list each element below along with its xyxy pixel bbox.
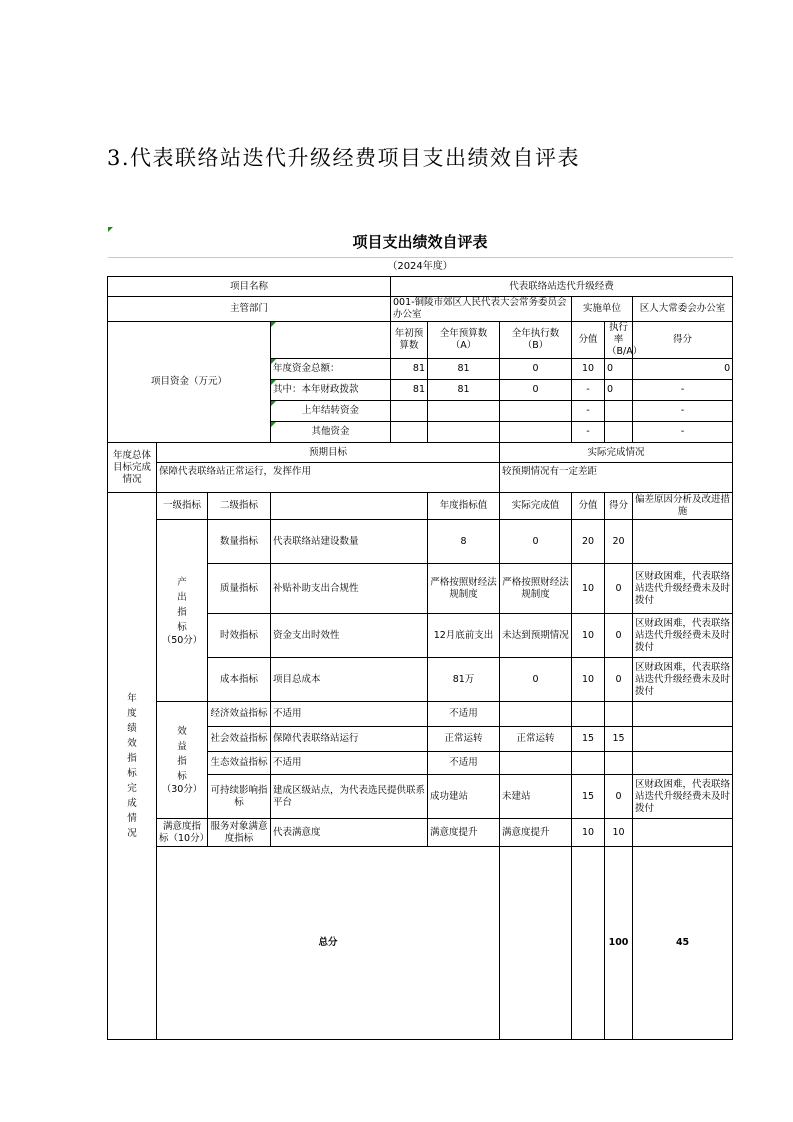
ind-name: 资金支出时效性 (271, 614, 428, 658)
ind-l2: 经济效益指标 (208, 702, 271, 727)
ind-target: 不适用 (428, 702, 500, 727)
funds-row-init (391, 422, 428, 443)
funds-row-got: - (633, 401, 733, 422)
ind-target: 满意度提升 (428, 819, 500, 847)
funds-row-got: - (633, 380, 733, 401)
performance-table (107, 227, 733, 1040)
impl-value: 区人大常委会办公室 (633, 297, 733, 322)
total-label: 总分 (157, 847, 500, 1040)
ind-header-reason: 偏差原因分析及改进措施 (633, 493, 733, 520)
ind-actual: 未达到预期情况 (500, 614, 572, 658)
funds-header-got: 得分 (633, 322, 733, 359)
ind-actual: 未建站 (500, 775, 572, 819)
ind-score: 15 (572, 727, 605, 752)
goal-actual-label: 实际完成情况 (500, 443, 733, 463)
ind-got: 0 (605, 658, 633, 702)
ind-score: 10 (572, 564, 605, 614)
table-title: 项目支出绩效自评表 (108, 227, 733, 258)
ind-score: 10 (572, 614, 605, 658)
funds-row-rate: 0 (605, 359, 633, 380)
ind-target: 正常运转 (428, 727, 500, 752)
funds-row-budget: 81 (428, 380, 500, 401)
ind-target: 8 (428, 520, 500, 564)
funds-row-budget (428, 401, 500, 422)
satisfaction-label: 满意度指标（10分） (157, 819, 208, 847)
funds-row-rate: 0 (605, 380, 633, 401)
funds-row-score: - (572, 422, 605, 443)
ind-score: 10 (572, 819, 605, 847)
ind-got (605, 752, 633, 775)
ind-name: 项目总成本 (271, 658, 428, 702)
ind-reason: 区财政困难，代表联络站迭代升级经费未及时拨付 (633, 564, 733, 614)
ind-header-name (271, 493, 428, 520)
indicators-label: 年度绩效指标完成情况 (108, 493, 157, 1040)
ind-header-got: 得分 (605, 493, 633, 520)
ind-got: 15 (605, 727, 633, 752)
benefit-label: 效益指标 （30分） (157, 702, 208, 819)
page-heading: 3.代表联络站迭代升级经费项目支出绩效自评表 (107, 146, 581, 170)
funds-row-init (391, 401, 428, 422)
ind-got (605, 702, 633, 727)
ind-target: 严格按照财经法规制度 (428, 564, 500, 614)
goal-actual: 较预期情况有一定差距 (500, 463, 733, 493)
ind-target: 12月底前支出 (428, 614, 500, 658)
ind-reason: 区财政困难，代表联络站迭代升级经费未及时拨付 (633, 614, 733, 658)
ind-l2: 时效指标 (208, 614, 271, 658)
ind-got: 10 (605, 819, 633, 847)
funds-row-got: 0 (633, 359, 733, 380)
ind-header-target: 年度指标值 (428, 493, 500, 520)
ind-got: 0 (605, 564, 633, 614)
project-name-label: 项目名称 (108, 277, 391, 297)
ind-score: 10 (572, 658, 605, 702)
total-got: 45 (633, 847, 733, 1040)
output-label: 产出指标 （50分） (157, 520, 208, 702)
funds-row-score: - (572, 380, 605, 401)
ind-actual: 0 (500, 520, 572, 564)
funds-header-exec: 全年执行数（B） (500, 322, 572, 359)
ind-header-actual: 实际完成值 (500, 493, 572, 520)
funds-row-name: 上年结转资金 (271, 401, 391, 422)
table-year: （2024年度） (387, 261, 453, 272)
ind-score: 15 (572, 775, 605, 819)
ind-actual: 正常运转 (500, 727, 572, 752)
ind-got: 0 (605, 614, 633, 658)
ind-actual (500, 752, 572, 775)
ind-reason: 区财政困难，代表联络站迭代升级经费未及时拨付 (633, 658, 733, 702)
funds-header-score: 分值 (572, 322, 605, 359)
funds-header-budget: 全年预算数（A） (428, 322, 500, 359)
ind-score (572, 702, 605, 727)
ind-l2: 生态效益指标 (208, 752, 271, 775)
impl-label: 实施单位 (572, 297, 633, 322)
ind-reason (633, 752, 733, 775)
ind-target: 81万 (428, 658, 500, 702)
ind-l2: 数量指标 (208, 520, 271, 564)
funds-row-exec (500, 401, 572, 422)
ind-actual: 0 (500, 658, 572, 702)
ind-actual: 严格按照财经法规制度 (500, 564, 572, 614)
ind-header-l1: 一级指标 (157, 493, 208, 520)
funds-row-score: - (572, 401, 605, 422)
funds-header-rate: 执行率（B/A） (605, 322, 633, 359)
funds-row-name: 其中：本年财政拨款 (271, 380, 391, 401)
ind-header-l2: 二级指标 (208, 493, 271, 520)
funds-row-exec: 0 (500, 380, 572, 401)
ind-name: 代表联络站建设数量 (271, 520, 428, 564)
ind-reason (633, 819, 733, 847)
ind-got: 20 (605, 520, 633, 564)
ind-reason: 区财政困难，代表联络站迭代升级经费未及时拨付 (633, 775, 733, 819)
funds-row-budget: 81 (428, 359, 500, 380)
funds-row-init: 81 (391, 380, 428, 401)
ind-name: 建成区级站点，为代表选民提供联系平台 (271, 775, 428, 819)
ind-name: 代表满意度 (271, 819, 428, 847)
ind-reason (633, 727, 733, 752)
funds-row-init: 81 (391, 359, 428, 380)
funds-row-got: - (633, 422, 733, 443)
dept-label: 主管部门 (108, 297, 391, 322)
funds-row-name: 其他资金 (271, 422, 391, 443)
funds-row-score: 10 (572, 359, 605, 380)
ind-score: 20 (572, 520, 605, 564)
ind-reason (633, 702, 733, 727)
ind-actual (500, 702, 572, 727)
funds-row-name: 年度资金总额： (271, 359, 391, 380)
ind-name: 不适用 (271, 702, 428, 727)
ind-l2: 社会效益指标 (208, 727, 271, 752)
dept-value: 001-铜陵市郊区人民代表大会常务委员会办公室 (391, 297, 572, 322)
ind-name: 保障代表联络站运行 (271, 727, 428, 752)
ind-name: 不适用 (271, 752, 428, 775)
ind-got: 0 (605, 775, 633, 819)
ind-reason (633, 520, 733, 564)
ind-target: 成功建站 (428, 775, 500, 819)
ind-header-score: 分值 (572, 493, 605, 520)
funds-row-exec (500, 422, 572, 443)
ind-actual: 满意度提升 (500, 819, 572, 847)
ind-name: 补贴补助支出合规性 (271, 564, 428, 614)
ind-l2: 质量指标 (208, 564, 271, 614)
ind-l2: 成本指标 (208, 658, 271, 702)
funds-row-rate (605, 401, 633, 422)
ind-l2: 可持续影响指标 (208, 775, 271, 819)
ind-score (572, 752, 605, 775)
ind-target: 不适用 (428, 752, 500, 775)
goal-expected: 保障代表联络站正常运行，发挥作用 (157, 463, 500, 493)
funds-row-budget (428, 422, 500, 443)
goal-expected-label: 预期目标 (157, 443, 500, 463)
total-score: 100 (605, 847, 633, 1040)
goal-label: 年度总体目标完成情况 (108, 443, 157, 493)
project-name: 代表联络站迭代升级经费 (391, 277, 733, 297)
funds-row-exec: 0 (500, 359, 572, 380)
funds-row-rate (605, 422, 633, 443)
ind-l2: 服务对象满意度指标 (208, 819, 271, 847)
funds-header-init: 年初预算数 (391, 322, 428, 359)
funds-label: 项目资金（万元） (108, 322, 271, 443)
